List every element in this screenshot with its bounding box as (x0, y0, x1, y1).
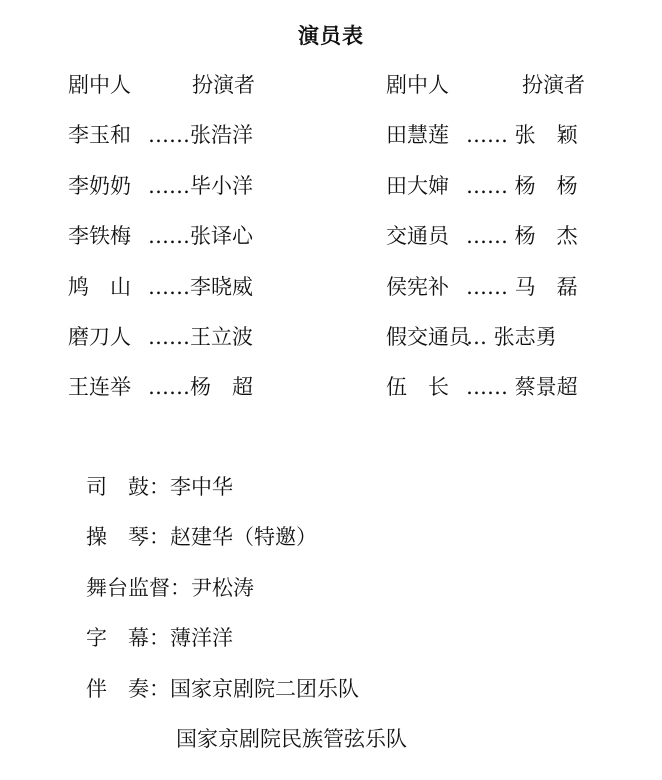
cast-list-right (386, 68, 636, 421)
cast-header-left (68, 68, 318, 118)
cast-row (68, 169, 318, 219)
role-name: 李奶奶 (68, 173, 131, 198)
cast-row (386, 118, 636, 168)
credit-line: 操 琴：赵建华（特邀） (86, 525, 317, 550)
actor-name: ……张浩洋 (148, 123, 253, 148)
actor-name: …… 蔡景超 (466, 375, 578, 400)
actor-name: …… 张 颖 (466, 123, 578, 148)
role-column-header: 剧中人 (386, 73, 449, 97)
actor-name: ……毕小洋 (148, 173, 253, 198)
actor-name: ……杨 超 (148, 375, 253, 400)
cast-row (386, 219, 636, 269)
role-name: 田大婶 (386, 173, 449, 198)
cast-row (68, 219, 318, 269)
role-name: 交通员 (386, 224, 449, 249)
actor-name: …… 马 磊 (466, 274, 578, 299)
cast-row (386, 320, 636, 370)
role-name: 伍 长 (386, 375, 449, 400)
cast-row (68, 270, 318, 320)
role-name: 李玉和 (68, 123, 131, 148)
actor-name: ……王立波 (148, 324, 253, 349)
role-name: 磨刀人 (68, 324, 131, 349)
cast-header-right (386, 68, 636, 118)
role-name: 王连举 (68, 375, 131, 400)
cast-row (386, 370, 636, 420)
credit-line-continuation: 国家京剧院民族管弦乐队 (176, 726, 407, 751)
credit-line: 司 鼓：李中华 (86, 475, 233, 499)
role-name: 假交通员 (386, 324, 470, 349)
actor-name: …… 杨 杰 (466, 224, 578, 249)
role-name: 田慧莲 (386, 123, 449, 148)
cast-row (386, 169, 636, 219)
credit-line: 舞台监督：尹松涛 (86, 575, 254, 600)
cast-row (386, 270, 636, 320)
actor-name: ……李晓威 (148, 274, 253, 299)
actor-column-header: 扮演者 (192, 73, 255, 97)
role-name: 李铁梅 (68, 224, 131, 249)
credit-line: 字 幕：薄洋洋 (86, 626, 233, 651)
cast-row (68, 320, 318, 370)
page-title: 演员表 (298, 24, 364, 48)
role-column-header: 剧中人 (68, 73, 131, 97)
actor-column-header: 扮演者 (522, 73, 585, 97)
cast-row (68, 370, 318, 420)
actor-name: … 张志勇 (466, 324, 557, 349)
actor-name: ……张译心 (148, 224, 253, 249)
cast-row (68, 118, 318, 168)
cast-list-left (68, 68, 318, 421)
credit-line: 伴 奏：国家京剧院二团乐队 (86, 676, 359, 701)
role-name: 侯宪补 (386, 274, 449, 299)
role-name: 鸠 山 (68, 274, 131, 299)
crew-credits (86, 470, 407, 772)
actor-name: …… 杨 杨 (466, 173, 578, 198)
